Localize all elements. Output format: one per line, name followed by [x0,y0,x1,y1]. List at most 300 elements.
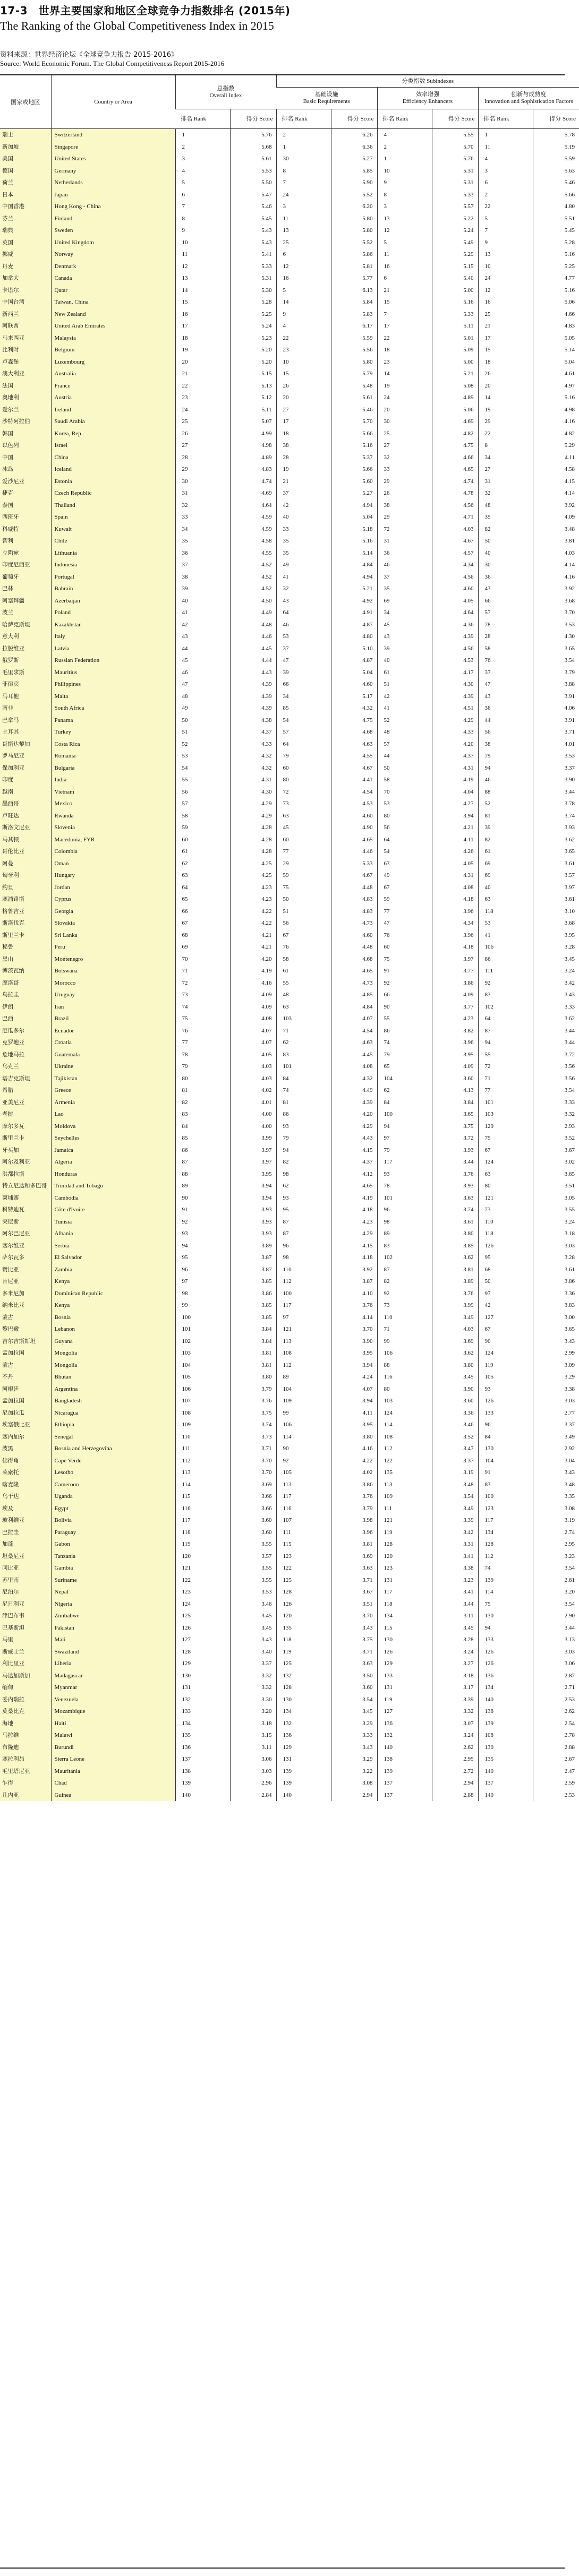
innovation-score: 3.35 [533,1491,579,1503]
overall-rank: 41 [175,607,230,619]
country-name-english: Zambia [51,1264,175,1276]
overall-rank: 39 [175,583,230,595]
country-name-chinese: 吉尔吉斯斯坦 [0,1336,51,1348]
basic-score: 4.15 [331,1240,377,1252]
efficiency-score: 3.65 [432,1108,478,1121]
efficiency-rank: 137 [377,1777,432,1789]
innovation-score: 2.53 [533,1694,579,1706]
basic-score: 3.63 [331,1658,377,1670]
innovation-score: 2.88 [533,1742,579,1754]
table-row [0,1156,579,1168]
overall-score: 3.37 [230,1658,276,1670]
efficiency-rank: 35 [377,583,432,595]
country-name-english: Vietnam [51,786,175,798]
efficiency-rank: 44 [377,750,432,762]
overall-rank: 11 [175,248,230,261]
overall-score: 3.55 [230,1538,276,1550]
country-name-chinese: 瑞士 [0,129,51,141]
basic-rank: 2 [276,129,331,141]
country-name-chinese: 塞内加尔 [0,1431,51,1443]
basic-score: 4.12 [331,1168,377,1181]
innovation-score: 4.58 [533,463,579,476]
efficiency-score: 3.52 [432,1431,478,1443]
basic-score: 5.04 [331,667,377,679]
basic-rank: 35 [276,535,331,547]
efficiency-score: 3.76 [432,1168,478,1181]
header-basic-score: 得分 Score [331,109,377,129]
innovation-score: 4.66 [533,308,579,321]
efficiency-rank: 115 [377,1622,432,1634]
efficiency-score: 3.32 [432,1705,478,1718]
country-name-english: Austria [51,392,175,404]
country-name-english: Mauritania [51,1765,175,1778]
country-name-english: Netherlands [51,177,175,189]
basic-rank: 60 [276,834,331,846]
country-name-english: Madagascar [51,1670,175,1682]
efficiency-score: 3.23 [432,1574,478,1587]
table-row [0,296,579,308]
overall-rank: 138 [175,1765,230,1778]
efficiency-rank: 119 [377,1527,432,1539]
basic-score: 4.49 [331,1084,377,1097]
efficiency-score: 4.37 [432,750,478,762]
table-row [0,1359,579,1372]
table-row [0,213,579,225]
overall-rank: 104 [175,1359,230,1372]
basic-score: 3.76 [331,1491,377,1503]
innovation-rank: 105 [478,1371,533,1383]
header-subindexes: 分类指数 Subindexes [276,75,579,88]
overall-rank: 63 [175,869,230,882]
basic-score: 5.84 [331,296,377,308]
basic-rank: 81 [276,1097,331,1109]
table-row [0,965,579,977]
efficiency-score: 3.49 [432,1312,478,1324]
efficiency-score: 5.33 [432,189,478,201]
overall-rank: 90 [175,1192,230,1204]
innovation-rank: 126 [478,1395,533,1407]
basic-score: 5.52 [331,189,377,201]
country-name-chinese: 秘鲁 [0,941,51,953]
overall-rank: 112 [175,1455,230,1467]
innovation-rank: 67 [478,1323,533,1336]
basic-rank: 11 [276,213,331,225]
overall-score: 4.29 [230,810,276,822]
innovation-score: 3.48 [533,1479,579,1491]
overall-score: 4.05 [230,1049,276,1061]
country-name-english: Tunisia [51,1216,175,1228]
overall-rank: 4 [175,165,230,177]
basic-score: 3.63 [331,1562,377,1574]
overall-rank: 70 [175,953,230,966]
basic-rank: 64 [276,738,331,751]
innovation-score: 3.06 [533,1658,579,1670]
efficiency-rank: 117 [377,1156,432,1168]
overall-score: 4.32 [230,750,276,762]
efficiency-rank: 92 [377,977,432,989]
header-innovation-chinese: 创新与成熟度 [511,91,547,98]
overall-rank: 46 [175,667,230,679]
efficiency-rank: 38 [377,499,432,512]
efficiency-rank: 63 [377,858,432,870]
efficiency-rank: 97 [377,1132,432,1144]
basic-score: 4.48 [331,941,377,953]
efficiency-rank: 84 [377,1097,432,1109]
efficiency-score: 3.77 [432,1001,478,1013]
overall-rank: 83 [175,1108,230,1121]
overall-score: 5.13 [230,380,276,392]
efficiency-score: 4.34 [432,559,478,571]
innovation-rank: 47 [478,678,533,691]
overall-rank: 123 [175,1586,230,1598]
efficiency-score: 5.49 [432,237,478,249]
efficiency-score: 3.89 [432,1276,478,1288]
innovation-rank: 133 [478,1407,533,1419]
basic-rank: 29 [276,858,331,870]
overall-score: 3.30 [230,1694,276,1706]
basic-score: 5.52 [331,237,377,249]
innovation-rank: 75 [478,1598,533,1610]
efficiency-score: 3.93 [432,1180,478,1192]
basic-rank: 135 [276,1622,331,1634]
basic-score: 4.84 [331,1001,377,1013]
overall-rank: 134 [175,1718,230,1730]
table-row [0,726,579,738]
overall-score: 3.71 [230,1443,276,1455]
basic-score: 5.37 [331,452,377,464]
basic-score: 4.84 [331,559,377,571]
country-name-chinese: 柬埔寨 [0,1192,51,1204]
efficiency-score: 5.29 [432,248,478,261]
efficiency-rank: 52 [377,714,432,727]
basic-score: 5.27 [331,153,377,165]
basic-rank: 105 [276,1467,331,1479]
table-row [0,643,579,655]
efficiency-rank: 106 [377,1347,432,1359]
overall-score: 2.96 [230,1777,276,1789]
basic-rank: 43 [276,595,331,607]
innovation-score: 2.99 [533,1347,579,1359]
country-name-english: Croatia [51,1037,175,1049]
efficiency-rank: 103 [377,1395,432,1407]
country-name-english: Morocco [51,977,175,989]
innovation-score: 2.62 [533,1705,579,1718]
innovation-rank: 130 [478,1742,533,1754]
table-row [0,463,579,476]
country-name-chinese: 印度尼西亚 [0,559,51,571]
basic-score: 4.16 [331,1443,377,1455]
country-name-english: Portugal [51,571,175,583]
efficiency-score: 4.65 [432,463,478,476]
country-name-chinese: 海地 [0,1718,51,1730]
efficiency-score: 3.45 [432,1371,478,1383]
country-name-chinese: 韩国 [0,428,51,440]
innovation-score: 4.82 [533,428,579,440]
overall-score: 4.32 [230,762,276,774]
overall-score: 3.94 [230,1180,276,1192]
overall-rank: 61 [175,846,230,858]
efficiency-rank: 33 [377,463,432,476]
overall-score: 4.59 [230,511,276,523]
table-row [0,1789,579,1802]
basic-score: 4.10 [331,1288,377,1300]
overall-rank: 26 [175,428,230,440]
innovation-score: 3.43 [533,1467,579,1479]
efficiency-score: 3.75 [432,1121,478,1133]
innovation-score: 3.78 [533,798,579,810]
country-name-english: Trinidad and Tobago [51,1180,175,1192]
basic-rank: 75 [276,882,331,894]
basic-score: 4.67 [331,762,377,774]
efficiency-score: 3.94 [432,810,478,822]
basic-score: 3.54 [331,1694,377,1706]
overall-score: 3.76 [230,1395,276,1407]
overall-score: 4.59 [230,523,276,536]
innovation-score: 2.47 [533,1765,579,1778]
basic-score: 4.92 [331,595,377,607]
table-row [0,559,579,571]
basic-score: 5.83 [331,308,377,321]
table-row [0,225,579,237]
innovation-rank: 140 [478,1694,533,1706]
efficiency-rank: 133 [377,1670,432,1682]
efficiency-score: 3.39 [432,1514,478,1527]
basic-score: 3.45 [331,1705,377,1718]
country-name-english: Liberia [51,1658,175,1670]
innovation-rank: 34 [478,452,533,464]
basic-score: 3.94 [331,1395,377,1407]
efficiency-score: 4.05 [432,595,478,607]
innovation-score: 3.24 [533,1216,579,1228]
country-name-chinese: 乌干达 [0,1491,51,1503]
table-row [0,941,579,953]
efficiency-rank: 96 [377,1204,432,1216]
efficiency-score: 3.45 [432,1622,478,1634]
efficiency-rank: 128 [377,1538,432,1550]
country-name-chinese: 沙特阿拉伯 [0,416,51,428]
country-name-english: Hungary [51,869,175,882]
country-name-english: Chad [51,1777,175,1789]
country-name-english: Mongolia [51,1347,175,1359]
innovation-score: 4.15 [533,476,579,488]
basic-score: 3.76 [331,1299,377,1312]
country-name-english: Cambodia [51,1192,175,1204]
innovation-rank: 82 [478,523,533,536]
efficiency-rank: 9 [377,177,432,189]
overall-rank: 18 [175,332,230,344]
basic-score: 4.65 [331,1180,377,1192]
innovation-rank: 43 [478,691,533,703]
overall-rank: 20 [175,356,230,368]
efficiency-rank: 55 [377,1013,432,1025]
country-name-english: Luxembourg [51,356,175,368]
country-name-english: Ukraine [51,1061,175,1073]
country-name-chinese: 克罗地亚 [0,1037,51,1049]
country-name-english: Kenya [51,1299,175,1312]
table-row [0,499,579,512]
overall-score: 5.76 [230,129,276,141]
overall-rank: 52 [175,738,230,751]
basic-score: 4.65 [331,965,377,977]
table-row [0,846,579,858]
innovation-rank: 77 [478,1084,533,1097]
basic-score: 5.79 [331,368,377,380]
overall-rank: 88 [175,1168,230,1181]
table-row [0,1216,579,1228]
country-name-chinese: 中国香港 [0,201,51,213]
overall-score: 3.57 [230,1550,276,1563]
overall-rank: 82 [175,1097,230,1109]
basic-rank: 77 [276,846,331,858]
country-name-english: Tanzania [51,1550,175,1563]
country-name-chinese: 洪都拉斯 [0,1168,51,1181]
efficiency-rank: 6 [377,272,432,285]
efficiency-score: 4.56 [432,643,478,655]
overall-rank: 7 [175,201,230,213]
country-name-chinese: 中国台湾 [0,296,51,308]
innovation-rank: 100 [478,1491,533,1503]
overall-rank: 75 [175,1013,230,1025]
overall-rank: 43 [175,631,230,643]
efficiency-rank: 3 [377,201,432,213]
innovation-score: 4.09 [533,511,579,523]
innovation-rank: 27 [478,463,533,476]
innovation-rank: 86 [478,953,533,966]
efficiency-score: 3.60 [432,1395,478,1407]
table-row [0,810,579,822]
overall-score: 3.03 [230,1765,276,1778]
innovation-score: 3.72 [533,1049,579,1061]
basic-rank: 134 [276,1705,331,1718]
efficiency-score: 3.27 [432,1658,478,1670]
efficiency-rank: 5 [377,237,432,249]
country-name-chinese: 德国 [0,165,51,177]
table-row [0,1765,579,1778]
country-name-english: Macedonia, FYR [51,834,175,846]
overall-rank: 139 [175,1777,230,1789]
country-name-english: India [51,774,175,786]
overall-score: 5.30 [230,285,276,297]
country-name-chinese: 尼加拉瓜 [0,1407,51,1419]
country-name-chinese: 墨西哥 [0,798,51,810]
basic-rank: 110 [276,1264,331,1276]
overall-rank: 27 [175,440,230,452]
innovation-score: 5.28 [533,237,579,249]
overall-rank: 30 [175,476,230,488]
innovation-rank: 139 [478,1718,533,1730]
efficiency-rank: 122 [377,1455,432,1467]
basic-rank: 98 [276,1168,331,1181]
innovation-score: 3.04 [533,1455,579,1467]
header-efficiency-score: 得分 Score [432,109,478,129]
overall-score: 5.07 [230,416,276,428]
basic-rank: 89 [276,1371,331,1383]
efficiency-rank: 30 [377,416,432,428]
efficiency-rank: 132 [377,1729,432,1742]
efficiency-rank: 12 [377,225,432,237]
efficiency-rank: 83 [377,1240,432,1252]
efficiency-rank: 8 [377,189,432,201]
country-name-chinese: 摩洛哥 [0,977,51,989]
basic-score: 3.79 [331,1503,377,1515]
table-row [0,1622,579,1634]
table-row [0,893,579,906]
overall-score: 3.81 [230,1347,276,1359]
table-row [0,858,579,870]
basic-rank: 90 [276,1443,331,1455]
basic-score: 5.33 [331,858,377,870]
innovation-score: 3.65 [533,1323,579,1336]
innovation-rank: 114 [478,1586,533,1598]
innovation-rank: 55 [478,1049,533,1061]
country-name-english: Bosnia [51,1312,175,1324]
country-name-english: Gabon [51,1538,175,1550]
efficiency-rank: 113 [377,1479,432,1491]
innovation-rank: 93 [478,1383,533,1395]
country-name-chinese: 捷克 [0,487,51,499]
country-name-chinese: 伊朗 [0,1001,51,1013]
efficiency-score: 5.11 [432,320,478,332]
efficiency-rank: 57 [377,738,432,751]
country-name-chinese: 荷兰 [0,177,51,189]
country-name-english: Iceland [51,463,175,476]
innovation-rank: 69 [478,858,533,870]
overall-score: 3.18 [230,1718,276,1730]
innovation-rank: 42 [478,1299,533,1312]
table-row [0,798,579,810]
basic-rank: 100 [276,1288,331,1300]
efficiency-rank: 71 [377,1323,432,1336]
overall-rank: 66 [175,906,230,918]
overall-rank: 120 [175,1550,230,1563]
overall-score: 4.52 [230,559,276,571]
country-name-english: Myanmar [51,1682,175,1694]
basic-rank: 23 [276,344,331,356]
basic-rank: 84 [276,1073,331,1085]
basic-score: 4.68 [331,953,377,966]
country-name-english: Kenya [51,1276,175,1288]
overall-score: 5.43 [230,225,276,237]
table-row [0,201,579,213]
innovation-rank: 66 [478,595,533,607]
innovation-score: 3.51 [533,1180,579,1192]
table-row [0,1467,579,1479]
innovation-rank: 84 [478,1431,533,1443]
innovation-score: 2.87 [533,1670,579,1682]
ranking-table-body [0,129,579,1802]
basic-rank: 93 [276,1192,331,1204]
basic-rank: 21 [276,476,331,488]
country-name-english: Ecuador [51,1025,175,1037]
overall-score: 4.38 [230,714,276,727]
innovation-rank: 64 [478,1013,533,1025]
basic-score: 4.87 [331,654,377,667]
country-name-english: Seychelles [51,1132,175,1144]
country-name-chinese: 斯洛文尼亚 [0,822,51,834]
overall-score: 4.50 [230,595,276,607]
basic-rank: 56 [276,917,331,929]
basic-score: 5.80 [331,356,377,368]
innovation-score: 4.98 [533,404,579,416]
innovation-score: 3.61 [533,893,579,906]
basic-rank: 63 [276,810,331,822]
table-row [0,917,579,929]
country-name-chinese: 拉脱维亚 [0,643,51,655]
country-name-chinese: 博茨瓦纳 [0,965,51,977]
efficiency-score: 3.44 [432,1156,478,1168]
efficiency-rank: 78 [377,1180,432,1192]
basic-rank: 59 [276,869,331,882]
